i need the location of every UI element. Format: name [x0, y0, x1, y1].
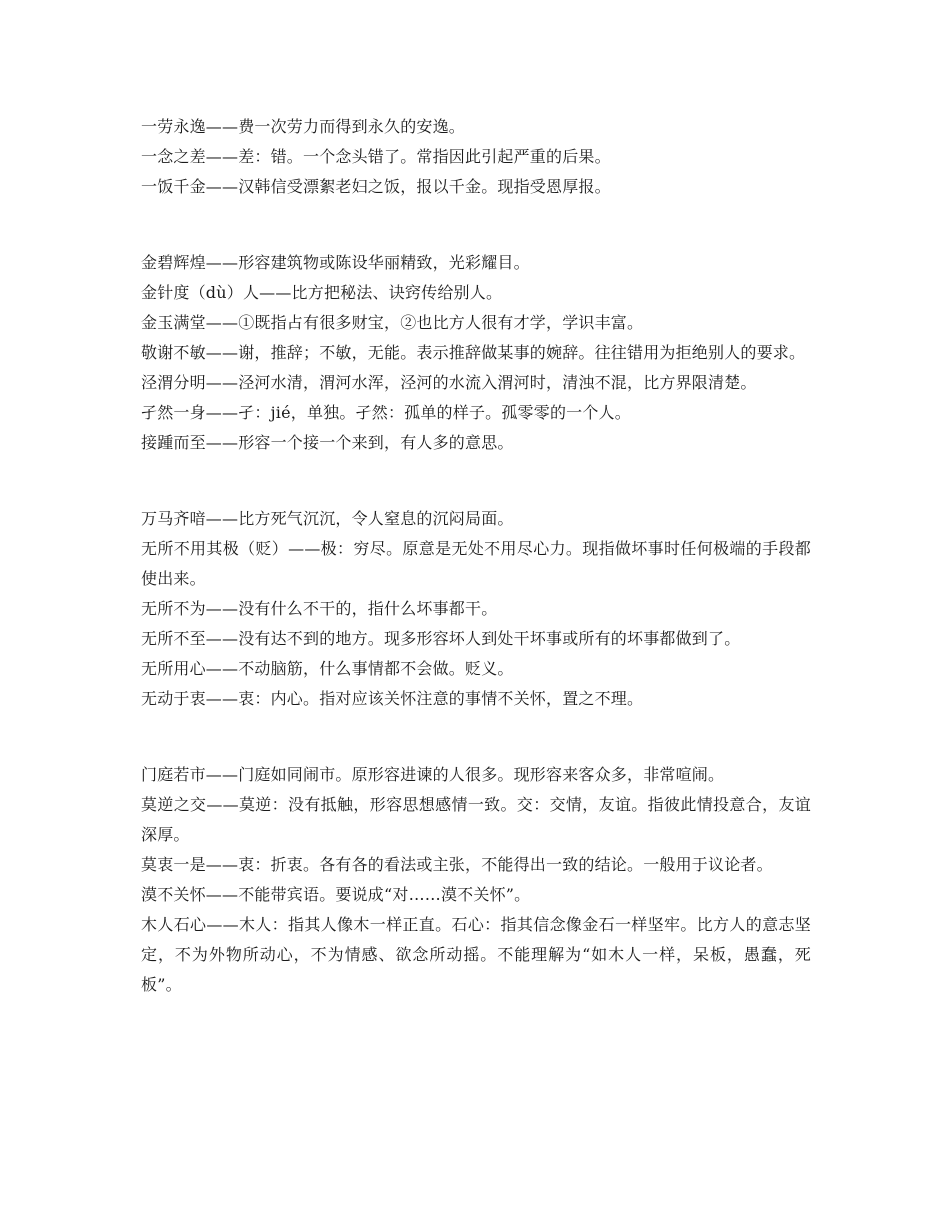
idiom-entry: 泾渭分明——泾河水清，渭河水浑，泾河的水流入渭河时，清浊不混，比方界限清楚。: [141, 373, 757, 392]
idiom-entry: 金碧辉煌——形容建筑物或陈设华丽精致，光彩耀目。: [141, 253, 530, 272]
idiom-entry: 漠不关怀——不能带宾语。要说成“对……漠不关怀”。: [141, 885, 531, 904]
idiom-entry: 孑然一身——孑：jié，单独。孑然：孤单的样子。孤零零的一个人。: [141, 403, 631, 422]
idiom-entry: 金玉满堂——①既指占有很多财宝，②也比方人很有才学，学识丰富。: [141, 313, 644, 332]
idiom-section-yi: [141, 112, 811, 202]
idiom-entry: 敬谢不敏——谢，推辞；不敏，无能。表示推辞做某事的婉辞。往往错用为拒绝别人的要求。: [141, 343, 806, 362]
idiom-entry: 一饭千金——汉韩信受漂絮老妇之饭，报以千金。现指受恩厚报。: [141, 177, 611, 196]
idiom-entry: 无动于衷——衷：内心。指对应该关怀注意的事情不关怀，置之不理。: [141, 689, 644, 708]
idiom-entry: 木人石心——木人：指其人像木一样正直。石心：指其信念像金石一样坚牢。比方人的意志坚定，不为外物所动心，不为情感、欲念所动摇。不能理解为“如木人一样，呆板，愚蠢，死板”。: [141, 915, 811, 994]
idiom-entry: 金针度（dù）人——比方把秘法、诀窍传给别人。: [141, 283, 503, 302]
idiom-entry: 无所不为——没有什么不干的，指什么坏事都干。: [141, 599, 498, 618]
idiom-entry: 一念之差——差：错。一个念头错了。常指因此引起严重的后果。: [141, 147, 611, 166]
document-body: [141, 112, 811, 1000]
idiom-entry: 门庭若市——门庭如同闹市。原形容进谏的人很多。现形容来客众多，非常喧闹。: [141, 765, 725, 784]
idiom-section-jin: [141, 248, 811, 458]
idiom-entry: 无所用心——不动脑筋，什么事情都不会做。贬义。: [141, 659, 514, 678]
idiom-section-mo: [141, 760, 811, 1000]
idiom-entry: 无所不至——没有达不到的地方。现多形容坏人到处干坏事或所有的坏事都做到了。: [141, 629, 741, 648]
idiom-entry: 无所不用其极（贬）——极：穷尽。原意是无处不用尽心力。现指做坏事时任何极端的手段都使出来。: [141, 539, 811, 588]
idiom-section-wu: [141, 504, 811, 714]
idiom-entry: 万马齐喑——比方死气沉沉，令人窒息的沉闷局面。: [141, 509, 514, 528]
idiom-entry: 一劳永逸——费一次劳力而得到永久的安逸。: [141, 117, 466, 136]
idiom-entry: 接踵而至——形容一个接一个来到，有人多的意思。: [141, 433, 514, 452]
idiom-entry: 莫逆之交——莫逆：没有抵触，形容思想感情一致。交：交情，友谊。指彼此情投意合，友谊深厚。: [141, 795, 811, 844]
idiom-entry: 莫衷一是——衷：折衷。各有各的看法或主张，不能得出一致的结论。一般用于议论者。: [141, 855, 773, 874]
